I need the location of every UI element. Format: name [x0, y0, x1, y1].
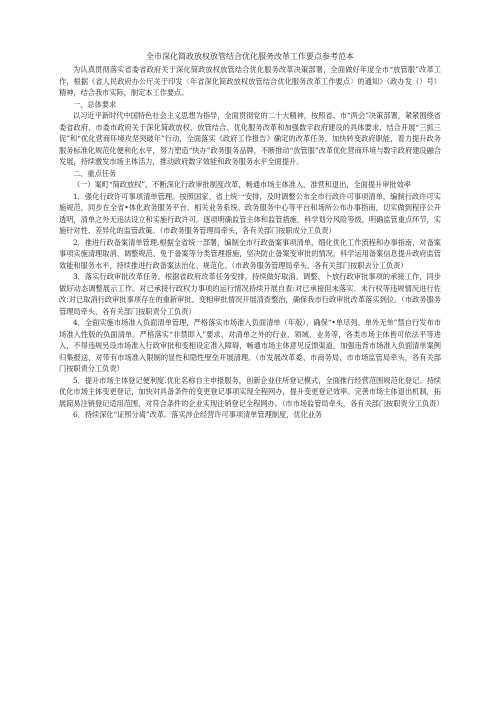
paragraph: 为认真贯彻落实省委省政府关于深化简政放权放管结合优化服务改革决策部署，全面做好年度全市“放管服”改革工作，根据《省人民政府办公厅关于印发〈年省深化简政放权放管结合优化服务改革工作要点〉的通知》（政办发（）号）精神，结合我市实际，制定本工作要点。	[59, 65, 441, 97]
document-body	[59, 64, 444, 421]
paragraph: 6．持续深化“证照分离”改革。落实涉企经营许可事项清单管理制度，优化业务	[73, 410, 323, 419]
paragraph: 2．推进行政备案清单管理.根据全省统一部署，编制全市行政备案事项清单，细化优化工作流程和办事指南，对备案事项实施清理取消、调整规范、免于备案等分类管理措施，坚决防止备案变审批的情况，科学运用备案信息提升政府监管效能和服务水平，持续推进行政备案法治化、规范化。（市政务服务管理局牵头，各有关部门按职去分工负责）	[59, 237, 441, 270]
paragraph: 5．提升市场主体登记便利度.优化名称自主申报服务，创新企业住所登记模式，全面推行经营范围规范化登记。持续优化市场主体变更登记，加快对具备条件的变更登记事项实现全程网办，提升变更登记效率。完善市场主体退出机制，拓展简易注销登记适用范围，对符合条件的企业实现注销登记全程网办。（市市场监管局牵头，各有关部门按职责分工负责）	[59, 375, 444, 408]
paragraph: 二、重点任务	[73, 168, 117, 178]
paragraph: 以习近平新时代中国特色社会主义思想为指导，全面贯彻党的二十大精神，按照省、市“两会”决策部署，紧紧围绕省委省政府、市委市政府关于深化简政放权、放管结合、优化服务改革和加强数字政府建设的具体要求，结合开展“三抓三促”和“优化营商环境攻坚突破年”行动，全面落实《政府工作报告》确定的改革任务，加快转变政府职能，着力提升政务服务标准化规范化便利化水平，努力塑造“快办”政务服务品牌，不断推动“放管服”改革优化营商环境与数字政府建设融合发展，持续激发市场主体活力，推动政府数字效能和政务服务水平全面提升。	[59, 111, 441, 166]
paragraph: 一、总体要求	[73, 99, 117, 109]
paragraph: 3．落实行政审批改革任务。根据省政府改革任务安排，持续做好取消、调整、卜放行政审批事项的承接工作，同步做好动态调整展示工作。对已承接行政权力事项的运行情况持续开展自查:对已承接但未落实、未行权等违规情况进行佐改:对已取消行政审批事项存在的重新审批、变相审批情况开展清查整治，确保我市行政审批改革落实到位。（市政务服务管理局牵头，各有关部门按职责分工负责）	[59, 272, 441, 316]
document-title: 全市深化简政放权放管结合优化服务改革工作要点参考范本	[146, 52, 354, 61]
paragraph: 1．强化行政许可事项清单管理。按照国家、省上统一安排，及时调整公布全市行政许可事项清单，编制行政许可实施规范，同步在全省•体化政务服务平台、相关业务系统、政务服务中心等平台和场所公布办事指南，切实做到程序公开透明，清单之外无违法设立和实施行政许可。逐项明确监管主体和监管措施，科学划分风险等级，明确监管重点环节，实施针对性、差异化的监管政策。（市政务服务管理局牵头，各有关部门按职成分工负责）	[59, 191, 441, 235]
paragraph: （一）案町“简政放权”，不断深化行政审批制度改革，畅通市场主体准入、准营和退出，全面提升审批效率	[73, 180, 411, 189]
paragraph: 4．全面实施市场准入负面清单管理，严格落实市场准入负面清单（年版），确保“•单尽列、单外无单”禁自行发布市场准入性版的负面清单。严格落实“非禁即入”要求，对清单之外的行业、领域、业务等，各类市场主体皆可依法平等进入，不得违规另设市场准入行政审批和变相设定准入障碍，畅通市场主体意见反馈渠道，加强违背市场准入负面清单案例归集报送，对带有市场准入限制的显性和隐性壁垒开展清理。（市发展改革委、市商务局、市市场监管局牵头，各有关部门按职责分工负责）	[59, 318, 441, 373]
